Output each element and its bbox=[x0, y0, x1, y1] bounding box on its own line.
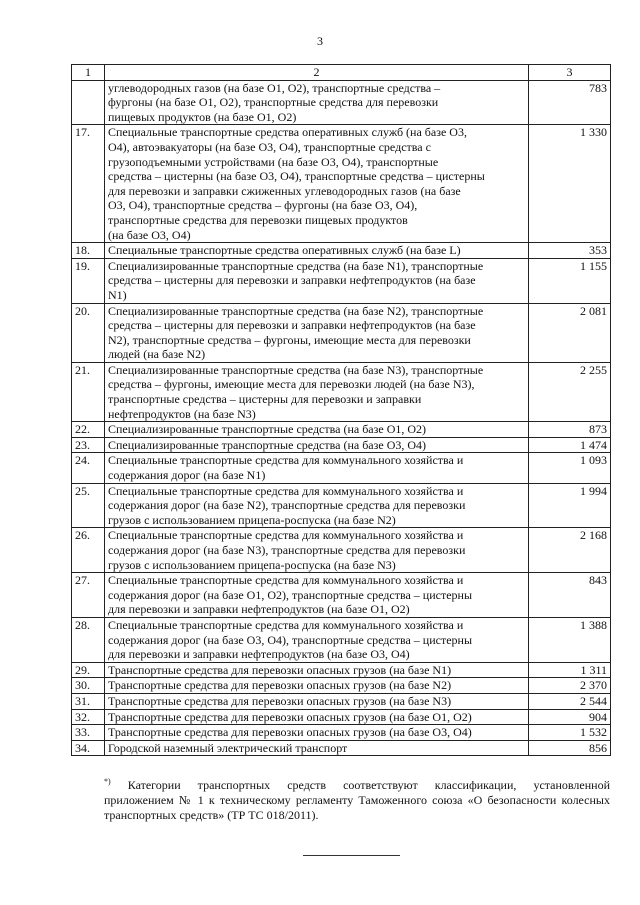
row-number: 23. bbox=[72, 437, 105, 453]
footnote-marker: *) bbox=[104, 777, 111, 786]
description-line: Специальные транспортные средства оперативных служб (на базе L) bbox=[108, 243, 461, 258]
table-row bbox=[72, 483, 611, 528]
row-value: 1 532 bbox=[529, 725, 611, 741]
row-number: 29. bbox=[72, 662, 105, 678]
description-line: содержания дорог (на базе N3), транспортные средства для перевозки bbox=[108, 543, 466, 557]
row-value: 2 081 bbox=[529, 303, 611, 362]
table-row bbox=[72, 617, 611, 662]
row-number: 27. bbox=[72, 573, 105, 618]
table-row bbox=[72, 678, 611, 694]
row-value: 1 388 bbox=[529, 617, 611, 662]
table-row bbox=[72, 125, 611, 243]
description-line: O3, O4), транспортные средства – фургоны (на базе O3, O4), bbox=[108, 198, 418, 213]
row-description bbox=[105, 483, 529, 528]
bottom-divider bbox=[303, 855, 400, 856]
row-number: 33. bbox=[72, 725, 105, 741]
row-number: 25. bbox=[72, 483, 105, 528]
description-line: Специальные транспортные средства для коммунального хозяйства и bbox=[108, 453, 464, 468]
table-row bbox=[72, 362, 611, 421]
description-line: (на базе O3, O4) bbox=[108, 227, 191, 242]
row-value: 1 093 bbox=[529, 453, 611, 483]
table-row bbox=[72, 709, 611, 725]
row-value: 1 994 bbox=[529, 483, 611, 528]
row-number: 28. bbox=[72, 617, 105, 662]
description-line: средства – цистерны для перевозки и заправки нефтепродуктов (на базе bbox=[108, 273, 476, 288]
row-value: 1 155 bbox=[529, 258, 611, 303]
row-description bbox=[105, 258, 529, 303]
table-row bbox=[72, 740, 611, 756]
row-number: 31. bbox=[72, 693, 105, 709]
description-line: транспортные средства для перевозки пищевых продуктов bbox=[108, 212, 408, 227]
row-description bbox=[105, 709, 529, 725]
description-line: Специализированные транспортные средства (на базе O1, O2) bbox=[108, 422, 427, 437]
description-line: грузов с использованием прицепа-роспуска (на базе N3) bbox=[108, 557, 396, 572]
row-value: 904 bbox=[529, 709, 611, 725]
description-line: Специализированные транспортные средства (на базе N3), транспортные bbox=[108, 362, 484, 377]
row-value: 353 bbox=[529, 243, 611, 259]
footnote bbox=[104, 774, 610, 823]
row-value: 2 255 bbox=[529, 362, 611, 421]
row-description bbox=[105, 362, 529, 421]
row-description bbox=[105, 693, 529, 709]
row-number: 21. bbox=[72, 362, 105, 421]
row-value: 1 311 bbox=[529, 662, 611, 678]
row-number: 34. bbox=[72, 740, 105, 756]
row-value: 843 bbox=[529, 573, 611, 618]
row-value: 783 bbox=[529, 80, 611, 125]
description-line: содержания дорог (на базе N2), транспортные средства для перевозки bbox=[108, 498, 466, 513]
row-description bbox=[105, 453, 529, 483]
table-row bbox=[72, 662, 611, 678]
description-line: пищевых продуктов (на базе O1, O2) bbox=[108, 109, 297, 124]
description-line: O4), автоэвакуаторы (на базе O3, O4), транспортные средства с bbox=[108, 139, 431, 154]
footnote-first-line bbox=[104, 774, 610, 793]
description-line: средства – цистерны (на базе O3, O4), транспортные средства – цистерны bbox=[108, 169, 485, 184]
description-line: людей (на базе N2) bbox=[108, 347, 206, 362]
description-line: N1) bbox=[108, 287, 127, 302]
row-value: 856 bbox=[529, 740, 611, 756]
description-line: Городской наземный электрический транспорт bbox=[108, 740, 348, 755]
description-line: для перевозки и заправки нефтепродуктов (на базе O1, O2) bbox=[108, 602, 410, 617]
row-number: 20. bbox=[72, 303, 105, 362]
description-line: грузов с использованием прицепа-роспуска (на базе N2) bbox=[108, 512, 396, 527]
description-line: углеводородных газов (на базе O1, O2), транспортные средства – bbox=[108, 80, 441, 95]
description-line: Специальные транспортные средства оперативных служб (на базе O3, bbox=[108, 125, 467, 140]
description-line: Специальные транспортные средства для коммунального хозяйства и bbox=[108, 573, 464, 588]
description-line: транспортные средства – цистерны для перевозки и заправки bbox=[108, 392, 422, 407]
description-line: Специализированные транспортные средства (на базе O3, O4) bbox=[108, 437, 427, 452]
row-number: 26. bbox=[72, 528, 105, 573]
description-line: Транспортные средства для перевозки опасных грузов (на базе O3, O4) bbox=[108, 725, 472, 740]
table-row bbox=[72, 243, 611, 259]
description-line: N2), транспортные средства – фургоны, имеющие места для перевозки bbox=[108, 332, 471, 347]
description-line: Транспортные средства для перевозки опасных грузов (на базе N1) bbox=[108, 662, 452, 677]
description-line: содержания дорог (на базе O1, O2), транспортные средства – цистерны bbox=[108, 587, 473, 602]
row-description bbox=[105, 125, 529, 243]
row-number: 22. bbox=[72, 422, 105, 438]
row-description bbox=[105, 528, 529, 573]
row-number: 17. bbox=[72, 125, 105, 243]
header-col-2: 2 bbox=[105, 65, 529, 81]
row-number: 30. bbox=[72, 678, 105, 694]
row-number bbox=[72, 80, 105, 125]
table-row bbox=[72, 693, 611, 709]
description-line: Транспортные средства для перевозки опасных грузов (на базе N3) bbox=[108, 693, 452, 708]
footnote-rest: приложением № 1 к техническому регламенту Таможенного союза «О безопасности колесных транспортных средств» (ТР ТС 018/2011). bbox=[104, 793, 610, 822]
table-row bbox=[72, 437, 611, 453]
table-row bbox=[72, 528, 611, 573]
description-line: средства – цистерны для перевозки и заправки нефтепродуктов (на базе bbox=[108, 318, 476, 333]
table-row bbox=[72, 80, 611, 125]
row-value: 873 bbox=[529, 422, 611, 438]
description-line: Специализированные транспортные средства (на базе N2), транспортные bbox=[108, 303, 484, 318]
row-description bbox=[105, 422, 529, 438]
row-number: 32. bbox=[72, 709, 105, 725]
description-line: содержания дорог (на базе O3, O4), транспортные средства – цистерны bbox=[108, 632, 473, 647]
description-line: для перевозки и заправки нефтепродуктов (на базе O3, O4) bbox=[108, 647, 410, 662]
row-description bbox=[105, 662, 529, 678]
table-row bbox=[72, 258, 611, 303]
description-line: Транспортные средства для перевозки опасных грузов (на базе N2) bbox=[108, 678, 452, 693]
row-number: 19. bbox=[72, 258, 105, 303]
row-description bbox=[105, 617, 529, 662]
description-line: Специальные транспортные средства для коммунального хозяйства и bbox=[108, 528, 464, 543]
description-line: Специализированные транспортные средства (на базе N1), транспортные bbox=[108, 258, 484, 273]
row-description bbox=[105, 678, 529, 694]
row-description bbox=[105, 573, 529, 618]
row-description bbox=[105, 740, 529, 756]
table-row bbox=[72, 422, 611, 438]
page-number: 3 bbox=[317, 34, 323, 48]
footnote-first-text: Категории транспортных средств соответствуют классификации, установленной bbox=[127, 778, 610, 792]
header-col-3: 3 bbox=[529, 65, 611, 81]
row-value: 1 330 bbox=[529, 125, 611, 243]
description-line: для перевозки и заправки сжиженных углеводородных газов (на базе bbox=[108, 183, 461, 198]
header-col-1: 1 bbox=[72, 65, 105, 81]
row-description bbox=[105, 243, 529, 259]
table-row bbox=[72, 725, 611, 741]
table-header-row bbox=[72, 65, 611, 81]
row-number: 18. bbox=[72, 243, 105, 259]
row-value: 1 474 bbox=[529, 437, 611, 453]
description-line: Специальные транспортные средства для коммунального хозяйства и bbox=[108, 483, 464, 498]
row-description bbox=[105, 725, 529, 741]
row-value: 2 370 bbox=[529, 678, 611, 694]
description-line: средства – фургоны, имеющие места для перевозки людей (на базе N3), bbox=[108, 377, 475, 392]
tariff-table bbox=[71, 64, 611, 756]
row-number: 24. bbox=[72, 453, 105, 483]
description-line: грузоподъемными устройствами (на базе O3, O4), транспортные bbox=[108, 154, 439, 169]
table-row bbox=[72, 453, 611, 483]
description-line: Транспортные средства для перевозки опасных грузов (на базе O1, O2) bbox=[108, 709, 472, 724]
description-line: содержания дорог (на базе N1) bbox=[108, 468, 266, 483]
description-line: Специальные транспортные средства для коммунального хозяйства и bbox=[108, 617, 464, 632]
table-row bbox=[72, 303, 611, 362]
description-line: нефтепродуктов (на базе N3) bbox=[108, 406, 256, 421]
row-value: 2 544 bbox=[529, 693, 611, 709]
row-value: 2 168 bbox=[529, 528, 611, 573]
table-row bbox=[72, 573, 611, 618]
row-description bbox=[105, 80, 529, 125]
description-line: фургоны (на базе O1, O2), транспортные средства для перевозки bbox=[108, 95, 439, 110]
row-description bbox=[105, 303, 529, 362]
row-description bbox=[105, 437, 529, 453]
